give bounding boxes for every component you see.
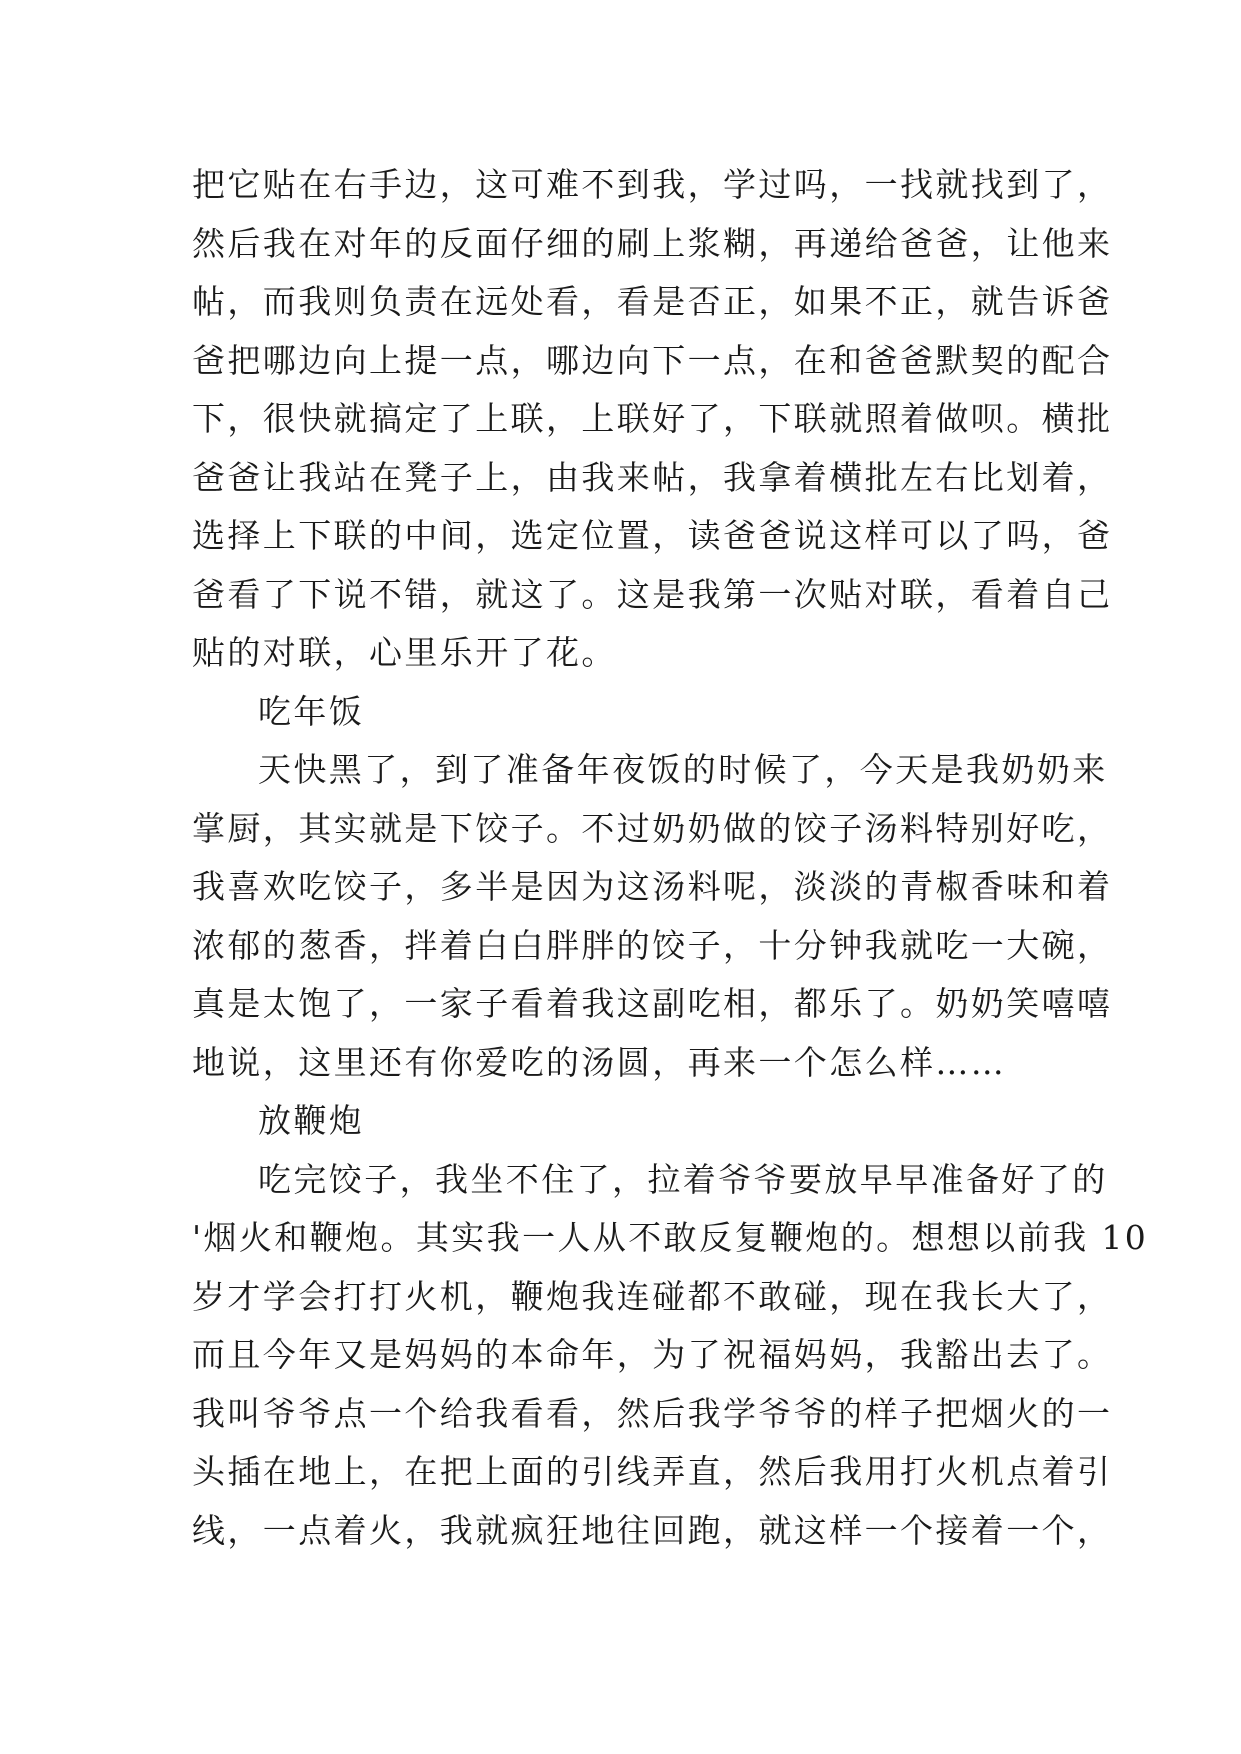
text-line: 帖，而我则负责在远处看，看是否正，如果不正，就告诉爸 xyxy=(192,282,1113,321)
text-line: 爸爸让我站在凳子上，由我来帖，我拿着横批左右比划着， xyxy=(192,457,1113,497)
text-line: 然后我在对年的反面仔细的刷上浆糊，再递给爸爸，让他来 xyxy=(192,223,1113,263)
text-line: 爸把哪边向上提一点，哪边向下一点，在和爸爸默契的配合 xyxy=(192,340,1113,380)
text-line: 浓郁的葱香，拌着白白胖胖的饺子，十分钟我就吃一大碗， xyxy=(192,925,1113,965)
section-heading: 放鞭炮 xyxy=(258,1101,365,1140)
text-line: 我叫爷爷点一个给我看看，然后我学爷爷的样子把烟火的一 xyxy=(192,1393,1113,1433)
text-line: 天快黑了，到了准备年夜饭的时候了，今天是我奶奶来 xyxy=(258,750,1108,789)
text-line: 线，一点着火，我就疯狂地往回跑，就这样一个接着一个， xyxy=(192,1510,1113,1550)
text-line: 把它贴在右手边，这可难不到我，学过吗，一找就找到了， xyxy=(192,165,1113,204)
text-line: 而且今年又是妈妈的本命年，为了祝福妈妈，我豁出去了。 xyxy=(192,1335,1113,1374)
text-line: 下，很快就搞定了上联，上联好了，下联就照着做呗。横批 xyxy=(192,399,1113,438)
text-line: 爸看了下说不错，就这了。这是我第一次贴对联，看着自己 xyxy=(192,574,1113,614)
text-line: 地说，这里还有你爱吃的汤圆，再来一个怎么样…… xyxy=(192,1042,1007,1082)
text-line: 岁才学会打打火机，鞭炮我连碰都不敢碰，现在我长大了， xyxy=(192,1276,1113,1316)
body-text xyxy=(192,156,1149,1560)
text-line: 我喜欢吃饺子，多半是因为这汤料呢，淡淡的青椒香味和着 xyxy=(192,867,1113,906)
text-line: 掌厨，其实就是下饺子。不过奶奶做的饺子汤料特别好吃， xyxy=(192,808,1113,848)
text-line: 真是太饱了，一家子看着我这副吃相，都乐了。奶奶笑嘻嘻 xyxy=(192,984,1113,1023)
section-heading: 吃年饭 xyxy=(258,691,365,731)
text-line: 吃完饺子，我坐不住了，拉着爷爷要放早早准备好了的 xyxy=(258,1159,1108,1199)
text-line: '烟火和鞭炮。其实我一人从不敢反复鞭炮的。想想以前我 10 xyxy=(192,1218,1149,1257)
text-line: 选择上下联的中间，选定位置，读爸爸说这样可以了吗，爸 xyxy=(192,516,1113,555)
text-line: 贴的对联，心里乐开了花。 xyxy=(192,633,617,672)
text-line: 头插在地上，在把上面的引线弄直，然后我用打火机点着引 xyxy=(192,1452,1113,1491)
